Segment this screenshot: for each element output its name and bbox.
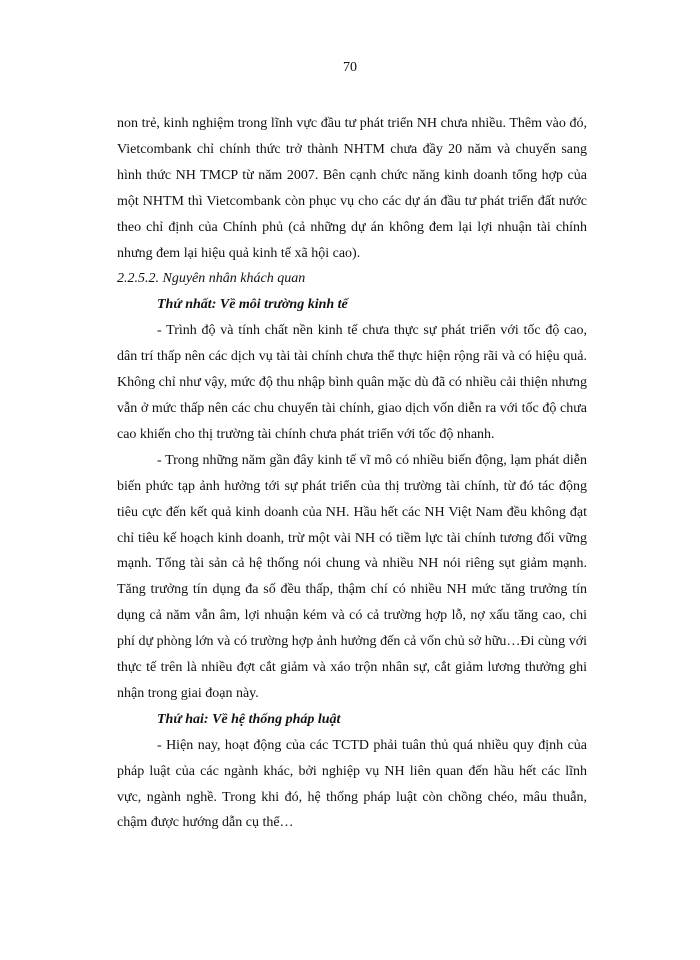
page-number: 70 [343, 60, 357, 75]
paragraph-economy-level: - Trình độ và tính chất nền kinh tế chưa thực sự phát triển với tốc độ cao, dân trí thấp nên các dịch vụ tài tài chính chưa thể thực hiện rộng rãi và có hiệu quả. Không chỉ như vậy, mức độ thu nhập bình quân mặc dù đã có nhiều cải thiện nhưng vẫn ở mức thấp nên các chu chuyển tài chính, giao dịch vốn diễn ra với tốc độ chưa cao khiến cho thị trường tài chính chưa phát triển với tốc độ nhanh. [117, 323, 587, 442]
document-body [117, 111, 587, 836]
section-heading: 2.2.5.2. Nguyên nhân khách quan [117, 271, 306, 287]
paragraph-continuation: non trẻ, kinh nghiệm trong lĩnh vực đầu tư phát triển NH chưa nhiều. Thêm vào đó, Vietcombank chỉ chính thức trở thành NHTM chưa đầy 20 năm và chuyển sang hình thức NH TMCP từ năm 2007. Bên cạnh chức năng kinh doanh tổng hợp của một NHTM thì Vietcombank còn phục vụ cho các dự án đầu tư phát triển đất nước theo chỉ định của Chính phủ (cả những dự án không đem lại lợi nhuận tài chính nhưng đem lại hiệu quả kinh tế xã hội cao). [117, 116, 587, 261]
subheading-economic-environment: Thứ nhất: Về môi trường kinh tế [157, 297, 348, 313]
subheading-legal-system: Thứ hai: Về hệ thống pháp luật [157, 711, 341, 727]
paragraph-macro-volatility: - Trong những năm gần đây kinh tế vĩ mô có nhiều biến động, lạm phát diễn biến phức tạp ảnh hưởng tới sự phát triển của thị trường tài chính, từ đó tác động tiêu cực đến kết quả kinh doanh của NH. Hầu hết các NH Việt Nam đều không đạt chỉ tiêu kế hoạch kinh doanh, trừ một vài NH có tiềm lực tài chính tương đối vững mạnh. Tổng tài sản cả hệ thống nói chung và nhiều NH nói riêng sụt giảm mạnh. Tăng trưởng tín dụng đa số đều thấp, thậm chí có nhiều NH mức tăng trưởng tín dụng cả năm vẫn âm, lợi nhuận kém và có cả trường hợp lỗ, nợ xấu tăng cao, chi phí dự phòng lớn và có trường hợp ảnh hưởng đến cả vốn chủ sở hữu…Đi cùng với thực tế trên là nhiều đợt cắt giảm và xáo trộn nhân sự, cắt giảm lương thưởng ghi nhận trong giai đoạn này. [117, 452, 587, 701]
paragraph-legal-regulations: - Hiện nay, hoạt động của các TCTD phải tuân thủ quá nhiều quy định của pháp luật của các ngành khác, bởi nghiệp vụ NH liên quan đến hầu hết các lĩnh vực, ngành nghề. Trong khi đó, hệ thống pháp luật còn chồng chéo, mâu thuẫn, chậm được hướng dẫn cụ thể… [117, 737, 587, 831]
